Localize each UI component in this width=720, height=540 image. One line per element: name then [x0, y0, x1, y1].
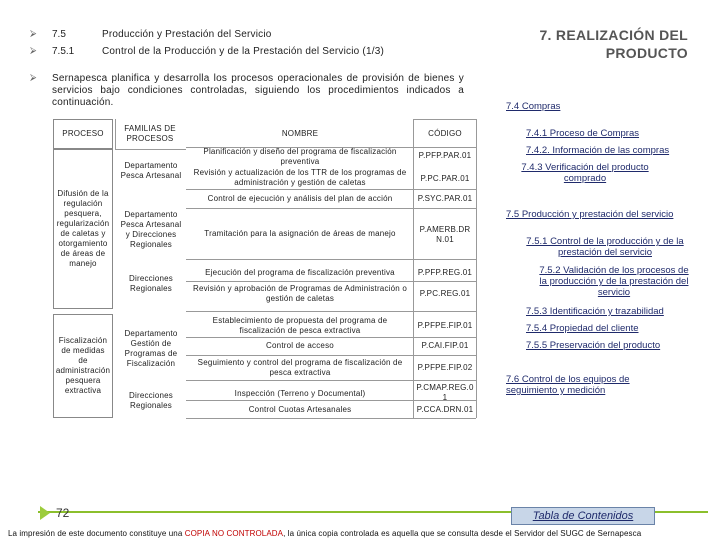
familia-label: Departamento Gestión de Programas de Fiscalización — [124, 329, 178, 368]
row-codigo: P.PC.PAR.01 — [420, 174, 470, 183]
header-familias: FAMILIAS DE PROCESOS — [124, 124, 176, 143]
table-rule — [186, 380, 476, 381]
item-number: 7.5.1 — [52, 46, 75, 57]
row-codigo: P.PC.REG.01 — [419, 289, 471, 298]
table-rule — [186, 355, 476, 356]
table-rule — [186, 281, 476, 282]
table-rule — [186, 418, 476, 419]
row-nombre: Ejecución del programa de fiscalización preventiva — [205, 268, 395, 277]
toc-link[interactable]: 7.4 Compras — [506, 101, 561, 112]
table-rule — [413, 119, 477, 120]
table-rule — [186, 337, 476, 338]
toc-link[interactable]: 7.5.5 Preservación del producto — [526, 340, 661, 351]
row-codigo: P.CMAP.REG.01 — [416, 383, 474, 402]
toc-link[interactable]: 7.4.3 Verificación del producto comprado — [521, 162, 649, 184]
item-number: 7.5 — [52, 29, 66, 40]
section-title — [488, 26, 688, 62]
row-nombre: Seguimiento y control del programa de fiscalización de pesca extractiva — [197, 358, 403, 377]
row-codigo: P.SYC.PAR.01 — [417, 194, 473, 203]
table-rule — [115, 119, 116, 149]
toc-link[interactable]: 7.4.1 Proceso de Compras — [526, 128, 640, 139]
toc-link[interactable]: 7.5 Producción y prestación del servicio — [506, 209, 674, 220]
table-rule — [186, 189, 476, 190]
disclaimer-text: La impresión de este documento constituye una — [8, 529, 185, 538]
bullet-icon: ⮚ — [30, 73, 37, 83]
row-codigo: P.PFP.PAR.01 — [418, 151, 472, 160]
disclaimer-highlight: COPIA NO CONTROLADA — [184, 529, 284, 538]
proceso-cell: Difusión de la regulación pesquera, regularización de caletas y otorgamiento de áreas de manejo — [53, 149, 113, 309]
row-nombre: Control de acceso — [266, 341, 334, 350]
item-text: Control de la Producción y de la Prestación del Servicio (1/3) — [102, 46, 384, 57]
toc-link[interactable]: 7.5.4 Propiedad del cliente — [526, 323, 639, 334]
page-number: 72 — [56, 506, 70, 520]
row-codigo: P.PFPE.FIP.01 — [417, 321, 473, 330]
toc-link[interactable]: 7.5.1 Control de la producción y de la prestación del servicio — [526, 236, 684, 258]
table-rule — [186, 311, 476, 312]
familia-label: Direcciones Regionales — [129, 274, 173, 293]
familia-label: Departamento Pesca Artesanal — [120, 161, 182, 180]
toc-link[interactable]: 7.5.2 Validación de los procesos de la producción y de la prestación del servicio — [539, 265, 689, 298]
header-nombre: NOMBRE — [281, 129, 319, 138]
row-nombre: Tramitación para la asignación de áreas de manejo — [204, 229, 396, 238]
table-rule — [115, 149, 186, 150]
header-codigo: CÓDIGO — [428, 129, 462, 138]
row-codigo: P.CAI.FIP.01 — [421, 341, 469, 350]
copy-disclaimer — [8, 529, 641, 538]
row-nombre: Establecimiento de propuesta del programa de fiscalización de pesca extractiva — [212, 316, 388, 335]
table-rule — [186, 259, 476, 260]
toc-link[interactable]: 7.6 Control de los equipos de seguimiento y medición — [506, 374, 630, 396]
familia-label: Direcciones Regionales — [129, 391, 173, 410]
header-proceso: PROCESO — [53, 119, 113, 149]
disclaimer-text: , la única copia controlada es aquella que se consulta desde el Servidor del SUGC de Sernapesca — [283, 529, 642, 538]
section-title-line: 7. REALIZACIÓN DEL — [539, 27, 688, 43]
bullet-icon: ⮚ — [30, 29, 37, 39]
intro-paragraph: Sernapesca planifica y desarrolla los procesos operacionales de provisión de bienes y servicios bajo condiciones controladas, siguiendo los procedimientos indicados a continuación. — [52, 73, 464, 108]
triangle-icon — [40, 506, 50, 520]
toc-link[interactable]: 7.4.2. Información de las compras — [526, 145, 670, 156]
row-nombre: Control de ejecución y análisis del plan de acción — [207, 194, 393, 203]
section-title-line: PRODUCTO — [605, 45, 688, 61]
table-rule — [476, 119, 477, 418]
row-nombre: Revisión y actualización de los TTR de los programas de administración y gestión de caletas — [193, 168, 407, 187]
row-codigo: P.CCA.DRN.01 — [416, 405, 474, 414]
table-of-contents-button[interactable]: Tabla de Contenidos — [511, 507, 655, 525]
row-codigo: P.AMERB.DRN.01 — [419, 225, 471, 244]
row-codigo: P.PFP.REG.01 — [417, 268, 473, 277]
row-codigo: P.PFPE.FIP.02 — [417, 363, 473, 372]
row-nombre: Planificación y diseño del programa de fiscalización preventiva — [203, 147, 397, 166]
bullet-icon: ⮚ — [30, 46, 37, 56]
toc-link[interactable]: 7.5.3 Identificación y trazabilidad — [526, 306, 664, 317]
row-nombre: Revisión y aprobación de Programas de Administración o gestión de caletas — [192, 284, 408, 303]
row-nombre: Control Cuotas Artesanales — [248, 405, 352, 414]
table-rule — [186, 208, 476, 209]
item-text: Producción y Prestación del Servicio — [102, 29, 272, 40]
proceso-cell: Fiscalización de medidas de administración pesquera extractiva — [53, 314, 113, 418]
row-nombre: Inspección (Terreno y Documental) — [234, 389, 366, 398]
familia-label: Departamento Pesca Artesanal y Direcciones Regionales — [120, 210, 182, 249]
